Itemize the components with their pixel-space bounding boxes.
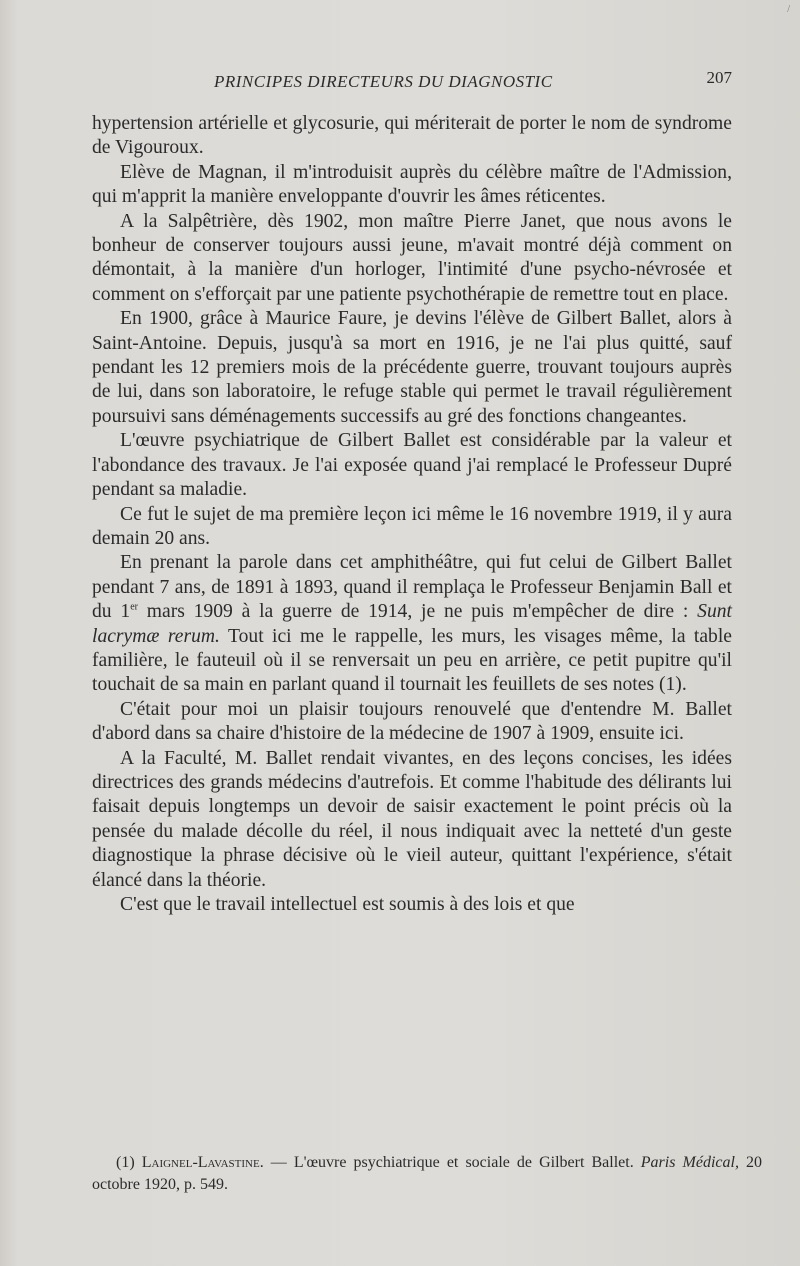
paragraph-3: A la Salpêtrière, dès 1902, mon maître Pierre Janet, que nous avons le bonheur de conserver toujours aussi jeune, m'avait montré déjà comment on démontait, à la manière d'un horloger, l'intimité d'une psycho-névrosée et comment on s'efforçait par une patiente psychothérapie de remettre tout en place. xyxy=(92,210,732,305)
running-title: PRINCIPES DIRECTEURS DU DIAGNOSTIC xyxy=(214,72,553,91)
paragraph-8: C'était pour moi un plaisir toujours renouvelé que d'entendre M. Ballet d'abord dans sa chaire d'histoire de la médecine de 1907 à 1909, ensuite ici. xyxy=(92,698,732,745)
body-text xyxy=(92,112,732,917)
paragraph-4: En 1900, grâce à Maurice Faure, je devins l'élève de Gilbert Ballet, alors à Saint-Antoine. Depuis, jusqu'à sa mort en 1916, je ne l'ai plus quitté, sauf pendant les 12 premiers mois de la précédente guerre, trouvant toujours auprès de lui, dans son laboratoire, le refuge stable qui permet le travail régulièrement poursuivi sans déménagements successifs au gré des fonctions changeantes. xyxy=(92,308,732,427)
footnote-date: 20 octobre 1920, p. 549. xyxy=(92,1154,763,1193)
paragraph-10: C'est que le travail intellectuel est soumis à des lois et que xyxy=(120,894,575,915)
footnote-title: — L'œuvre psychiatrique et sociale de Gilbert Ballet. xyxy=(263,1154,641,1171)
paragraph-7-part-a: En prenant la parole dans cet amphithéâtre, qui fut celui de Gilbert Ballet pendant 7 ans, de 1891 à 1893, quand il remplaça le Professeur Benjamin Ball et du 1 xyxy=(92,552,732,623)
ordinal-superscript: er xyxy=(130,601,138,613)
corner-mark: / xyxy=(787,4,790,15)
footnote-author: Laignel-Lavastine. xyxy=(141,1154,264,1171)
paragraph-9: A la Faculté, M. Ballet rendait vivantes, en des leçons concises, les idées directrices des grands médecins d'autrefois. Et comme l'habitude des délirants lui faisait depuis longtemps un devoir de saisir exactement le point précis où la pensée du malade décolle du réel, il nous indiquait avec la netteté d'un geste diagnostique la phrase décisive où le vieil auteur, quittant l'expérience, s'était élancé dans la théorie. xyxy=(92,747,732,891)
footnote-marker: (1) xyxy=(116,1154,142,1171)
paragraph-6: Ce fut le sujet de ma première leçon ici même le 16 novembre 1919, il y aura demain 20 ans. xyxy=(92,503,732,549)
page-number: 207 xyxy=(706,68,732,87)
footnote-journal: Paris Médical, xyxy=(640,1154,739,1171)
footnote-text xyxy=(92,1152,762,1196)
footnote xyxy=(92,1152,762,1196)
page-header xyxy=(92,62,732,92)
paragraph-7 xyxy=(92,551,732,697)
paragraph-5: L'œuvre psychiatrique de Gilbert Ballet est considérable par la valeur et l'abondance des travaux. Je l'ai exposée quand j'ai remplacé le Professeur Dupré pendant sa maladie. xyxy=(92,430,732,501)
paragraph-7-part-b: mars 1909 à la guerre de 1914, je ne puis m'empêcher de dire : xyxy=(137,601,698,623)
paragraph-2: Elève de Magnan, il m'introduisit auprès du célèbre maître de l'Admission, qui m'apprit la manière enveloppante d'ouvrir les âmes réticentes. xyxy=(92,161,732,208)
paragraph-1: hypertension artérielle et glycosurie, qui mériterait de porter le nom de syndrome de Vigouroux. xyxy=(92,113,732,159)
paragraph-7-part-c: Tout ici me le rappelle, les murs, les visages même, la table familière, le fauteuil où il se renversait un peu en arrière, ce petit pupitre qu'il touchait de sa main en parlant quand il tournait les feuillets de ses notes (1). xyxy=(92,625,732,696)
latin-quote: Sunt lacrymæ rerum. xyxy=(92,601,732,647)
